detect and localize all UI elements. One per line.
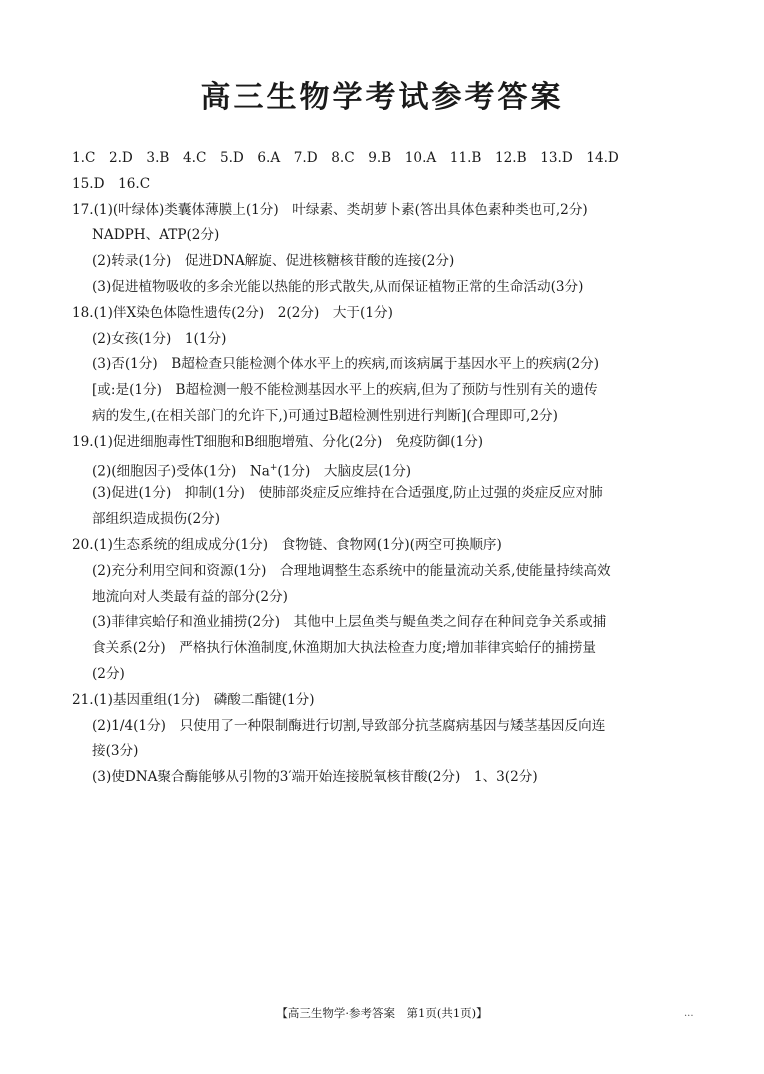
page-corner-mark: ...	[684, 1008, 694, 1019]
answer-17-part1-cont: NADPH、ATP(2分)	[92, 227, 220, 244]
answer-21-part2-cont: 接(3分)	[92, 743, 139, 760]
answer-20-part3: (3)菲律宾蛤仔和渔业捕捞(2分) 其他中上层鱼类与鳀鱼类之间存在种间竞争关系或捕	[92, 614, 607, 631]
answer-20-part2-cont: 地流向对人类最有益的部分(2分)	[92, 588, 288, 605]
answer-line-choice-2: 15.D 16.C	[72, 175, 151, 192]
answer-18-part3-alt: [或:是(1分) B超检测一般不能检测基因水平上的疾病,但为了预防与性别有关的遗传	[92, 382, 598, 399]
answer-21-part1: 21.(1)基因重组(1分) 磷酸二酯键(1分)	[72, 691, 315, 708]
answer-body	[72, 146, 694, 791]
answer-19-part3: (3)促进(1分) 抑制(1分) 使肺部炎症反应维持在合适强度,防止过强的炎症反应对肺	[92, 485, 603, 502]
sodium-charge-superscript: +	[269, 462, 278, 473]
answer-17-part2: (2)转录(1分) 促进DNA解旋、促进核糖核苷酸的连接(2分)	[92, 253, 455, 270]
answer-19-part1: 19.(1)促进细胞毒性T细胞和B细胞增殖、分化(2分) 免疫防御(1分)	[72, 433, 484, 450]
answer-18-part2: (2)女孩(1分) 1(1分)	[92, 330, 227, 347]
page-footer: 【高三生物学·参考答案 第1页(共1页)】	[276, 1006, 488, 1020]
answer-19-part2-pre: (2)(细胞因子)受体(1分) Na	[92, 463, 270, 480]
answer-19-part3-cont: 部组织造成损伤(2分)	[92, 511, 221, 528]
answer-line-choice-1: 1.C 2.D 3.B 4.C 5.D 6.A 7.D 8.C 9.B 10.A 11.B 12.B 13.D 14.D	[72, 150, 619, 166]
answer-17-part3: (3)促进植物吸收的多余光能以热能的形式散失,从而保证植物正常的生命活动(3分)	[92, 278, 584, 295]
answer-20-part3-cont: 食关系(2分) 严格执行休渔制度,休渔期加大执法检查力度;增加菲律宾蛤仔的捕捞量	[92, 640, 596, 657]
answer-21-part2: (2)1/4(1分) 只使用了一种限制酶进行切割,导致部分抗茎腐病基因与矮茎基因反向连	[92, 717, 606, 734]
answer-20-part1: 20.(1)生态系统的组成成分(1分) 食物链、食物网(1分)(两空可换顺序)	[72, 536, 502, 553]
answer-17-part1: 17.(1)(叶绿体)类囊体薄膜上(1分) 叶绿素、类胡萝卜素(答出具体色素种类也可,2分)	[72, 201, 588, 218]
answer-21-part3: (3)使DNA聚合酶能够从引物的3′端开始连接脱氧核苷酸(2分) 1、3(2分)	[92, 769, 538, 786]
answer-19-part2-post: (1分) 大脑皮层(1分)	[277, 463, 412, 480]
answer-18-part1: 18.(1)伴X染色体隐性遗传(2分) 2(2分) 大于(1分)	[72, 304, 393, 321]
answer-19-part2	[72, 456, 694, 482]
page-title: 高三生物学考试参考答案	[200, 80, 564, 115]
answer-18-part3: (3)否(1分) B超检查只能检测个体水平上的疾病,而该病属于基因水平上的疾病(2分)	[92, 356, 600, 373]
answer-18-part3-alt-cont: 病的发生,(在相关部门的允许下,)可通过B超检测性别进行判断](合理即可,2分)	[92, 407, 558, 424]
answer-20-part2: (2)充分利用空间和资源(1分) 合理地调整生态系统中的能量流动关系,使能量持续高效	[92, 562, 611, 579]
answer-20-part3-cont2: (2分)	[92, 665, 125, 682]
